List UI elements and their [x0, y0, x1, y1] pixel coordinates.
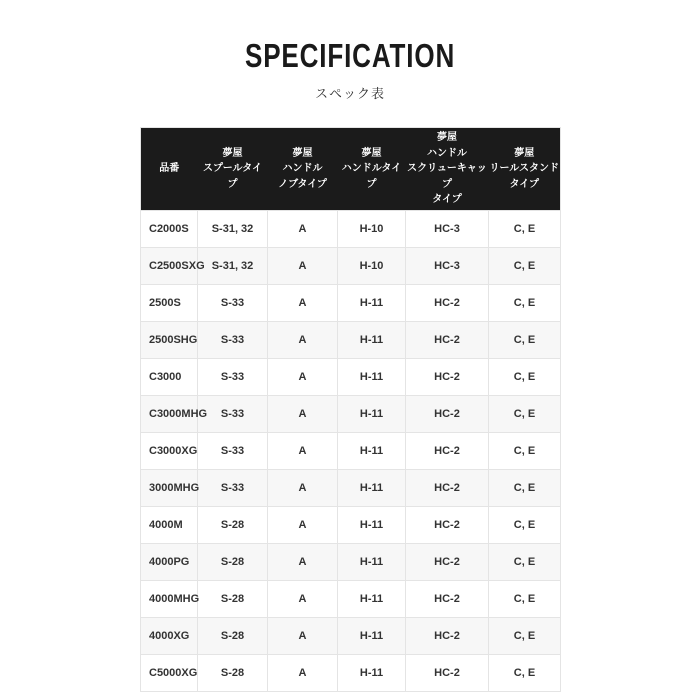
table-row	[141, 654, 561, 691]
spec-table-body	[141, 210, 561, 691]
table-cell: H-10	[338, 210, 406, 247]
model-cell: C5000XG	[141, 654, 198, 691]
model-cell: 4000XG	[141, 617, 198, 654]
table-cell: H-11	[338, 358, 406, 395]
page-title: SPECIFICATION	[244, 36, 456, 75]
table-cell: A	[268, 210, 338, 247]
table-row	[141, 358, 561, 395]
table-cell: A	[268, 506, 338, 543]
model-cell: 4000PG	[141, 543, 198, 580]
column-header-handle-knob: 夢屋 ハンドル ノブタイプ	[268, 128, 338, 211]
table-cell: HC-2	[406, 617, 489, 654]
column-header-handle: 夢屋 ハンドルタイプ	[338, 128, 406, 211]
table-cell: S-28	[198, 543, 268, 580]
table-cell: S-33	[198, 395, 268, 432]
table-cell: S-31, 32	[198, 247, 268, 284]
table-row	[141, 210, 561, 247]
table-cell: C, E	[489, 395, 561, 432]
table-cell: H-11	[338, 284, 406, 321]
table-cell: S-28	[198, 506, 268, 543]
table-cell: H-11	[338, 469, 406, 506]
table-cell: A	[268, 284, 338, 321]
table-cell: HC-3	[406, 247, 489, 284]
table-cell: A	[268, 321, 338, 358]
table-cell: HC-2	[406, 284, 489, 321]
table-cell: C, E	[489, 247, 561, 284]
table-cell: HC-2	[406, 321, 489, 358]
spec-table-wrap	[140, 127, 560, 692]
column-header-model: 品番	[141, 128, 198, 211]
table-cell: S-31, 32	[198, 210, 268, 247]
page-subtitle: スペック表	[314, 86, 385, 101]
model-cell: 2500S	[141, 284, 198, 321]
table-cell: C, E	[489, 284, 561, 321]
table-cell: A	[268, 617, 338, 654]
table-cell: HC-2	[406, 543, 489, 580]
table-cell: A	[268, 247, 338, 284]
model-cell: C3000MHG	[141, 395, 198, 432]
table-cell: S-28	[198, 617, 268, 654]
table-cell: H-11	[338, 617, 406, 654]
table-cell: HC-2	[406, 506, 489, 543]
table-cell: H-10	[338, 247, 406, 284]
table-cell: HC-2	[406, 358, 489, 395]
header-row	[141, 128, 561, 211]
model-cell: C3000XG	[141, 432, 198, 469]
table-cell: S-33	[198, 432, 268, 469]
table-row	[141, 506, 561, 543]
table-row	[141, 469, 561, 506]
spec-table	[140, 127, 561, 692]
table-cell: A	[268, 358, 338, 395]
table-row	[141, 432, 561, 469]
table-cell: S-33	[198, 469, 268, 506]
table-cell: A	[268, 580, 338, 617]
page-title-wrap	[0, 0, 700, 74]
table-cell: S-28	[198, 580, 268, 617]
table-row	[141, 395, 561, 432]
model-cell: C2000S	[141, 210, 198, 247]
table-cell: HC-2	[406, 580, 489, 617]
table-cell: H-11	[338, 580, 406, 617]
table-cell: H-11	[338, 432, 406, 469]
table-row	[141, 543, 561, 580]
table-cell: A	[268, 543, 338, 580]
table-cell: C, E	[489, 580, 561, 617]
table-cell: H-11	[338, 654, 406, 691]
table-cell: H-11	[338, 321, 406, 358]
table-cell: C, E	[489, 469, 561, 506]
table-cell: S-28	[198, 654, 268, 691]
table-cell: HC-2	[406, 654, 489, 691]
table-cell: HC-2	[406, 469, 489, 506]
model-cell: C3000	[141, 358, 198, 395]
table-row	[141, 580, 561, 617]
table-cell: C, E	[489, 506, 561, 543]
table-row	[141, 617, 561, 654]
table-cell: HC-3	[406, 210, 489, 247]
column-header-reel-stand: 夢屋 リールスタンド タイプ	[489, 128, 561, 211]
table-cell: S-33	[198, 321, 268, 358]
table-cell: H-11	[338, 543, 406, 580]
model-cell: 4000M	[141, 506, 198, 543]
table-cell: A	[268, 395, 338, 432]
model-cell: 4000MHG	[141, 580, 198, 617]
table-cell: S-33	[198, 358, 268, 395]
table-cell: C, E	[489, 654, 561, 691]
table-cell: C, E	[489, 321, 561, 358]
table-row	[141, 321, 561, 358]
table-cell: HC-2	[406, 432, 489, 469]
table-cell: C, E	[489, 617, 561, 654]
table-row	[141, 247, 561, 284]
table-cell: H-11	[338, 395, 406, 432]
table-cell: C, E	[489, 543, 561, 580]
table-cell: A	[268, 432, 338, 469]
table-cell: C, E	[489, 432, 561, 469]
model-cell: C2500SXG	[141, 247, 198, 284]
table-cell: A	[268, 654, 338, 691]
table-cell: C, E	[489, 358, 561, 395]
model-cell: 2500SHG	[141, 321, 198, 358]
table-cell: A	[268, 469, 338, 506]
column-header-spool: 夢屋 スプールタイプ	[198, 128, 268, 211]
spec-table-head	[141, 128, 561, 211]
table-cell: HC-2	[406, 395, 489, 432]
column-header-screw-cap: 夢屋 ハンドル スクリューキャップ タイプ	[406, 128, 489, 211]
table-cell: H-11	[338, 506, 406, 543]
table-row	[141, 284, 561, 321]
table-cell: S-33	[198, 284, 268, 321]
model-cell: 3000MHG	[141, 469, 198, 506]
table-cell: C, E	[489, 210, 561, 247]
